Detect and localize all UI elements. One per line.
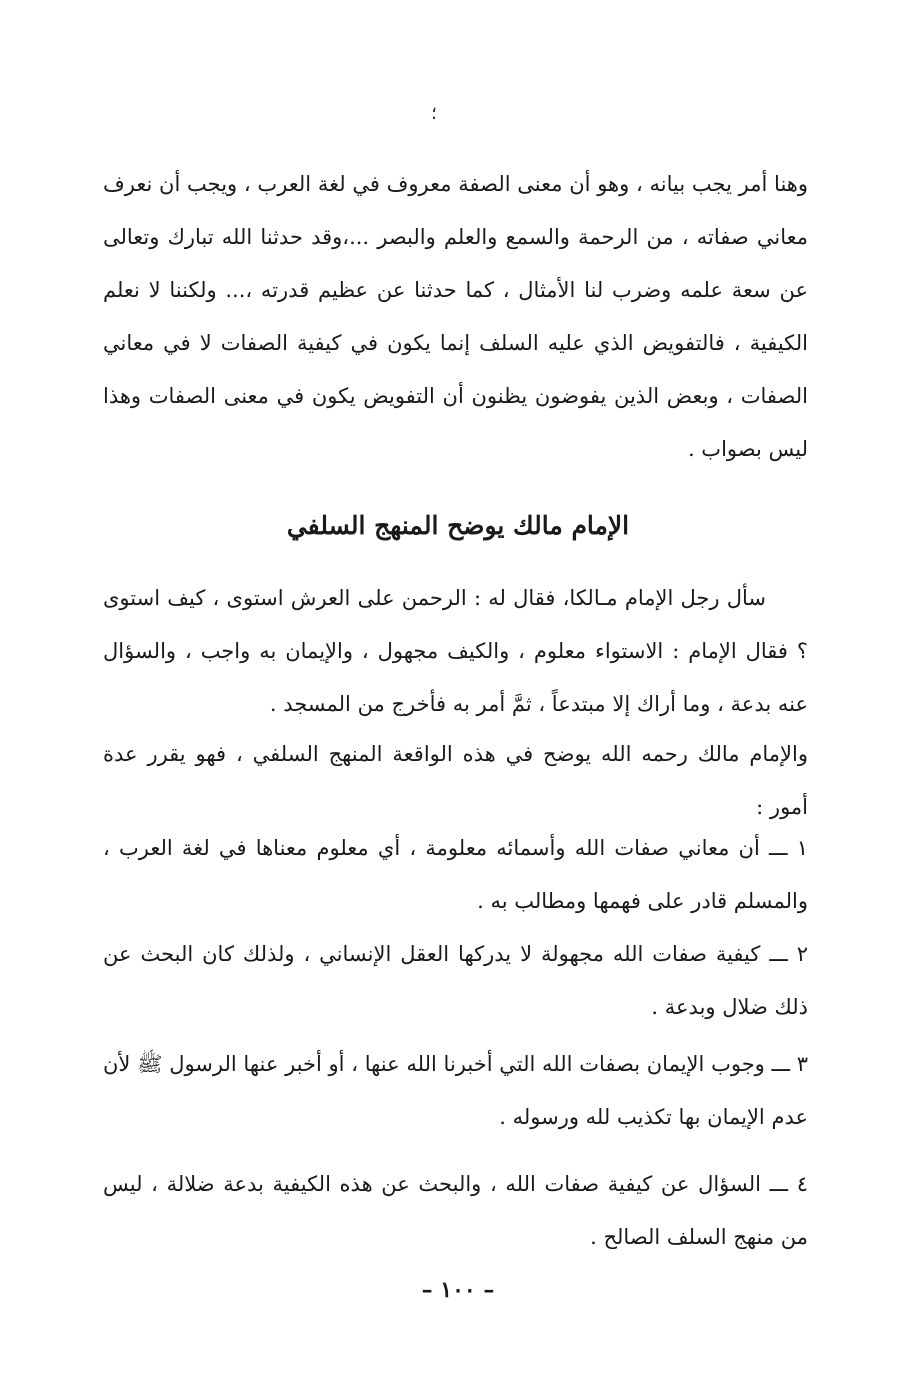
intro-paragraph: وهنا أمر يجب بيانه ، وهو أن معنى الصفة معروف في لغة العرب ، ويجب أن نعرف معاني صفاته ، من الرحمة والسمع والعلم والبصر ...،وقد حدثنا الله تبارك وتعالى عن سعة علمه وضرب لنا الأمثال ، كما حدثنا عن عظيم قدرته ،... ولكننا لا نعلم الكيفية ، فالتفويض الذي عليه السلف إنما يكون في كيفية الصفات لا في معاني الصفات ، وبعض الذين يفوضون يظنون أن التفويض يكون في معنى الصفات وهذا ليس بصواب . xyxy=(103,172,808,461)
list-item: ٤ ـــ السؤال عن كيفية صفات الله ، والبحث عن هذه الكيفية بدعة ضلالة ، ليس من منهج السلف الصالح . xyxy=(103,1172,808,1249)
page-number: – ١٠٠ – xyxy=(421,1277,495,1303)
list-item: ٢ ـــ كيفية صفات الله مجهولة لا يدركها العقل الإنساني ، ولذلك كان البحث عن ذلك ضلال وبدعة . xyxy=(103,942,808,1019)
top-mark: ؛ xyxy=(431,103,437,124)
summary-paragraph: والإمام مالك رحمه الله يوضح في هذه الواقعة المنهج السلفي ، فهو يقرر عدة أمور : xyxy=(103,742,808,819)
list-item: ٣ ـــ وجوب الإيمان بصفات الله التي أخبرنا الله عنها ، أو أخبر عنها الرسول ﷺ لأن عدم الإيمان بها تكذيب لله ورسوله . xyxy=(103,1052,808,1129)
section-heading: الإمام مالك يوضح المنهج السلفي xyxy=(286,511,630,540)
story-paragraph: سأل رجل الإمام مـالكا، فقال له : الرحمن على العرش استوى ، كيف استوى ؟ فقال الإمام : الاستواء معلوم ، والكيف مجهول ، والإيمان به واجب ، والسؤال عنه بدعة ، وما أراك إلا مبتدعاً ، ثمَّ أمر به فأخرج من المسجد . xyxy=(103,586,808,716)
list-item: ١ ـــ أن معاني صفات الله وأسمائه معلومة ، أي معلوم معناها في لغة العرب ، والمسلم قادر على فهمها ومطالب به . xyxy=(103,836,808,913)
